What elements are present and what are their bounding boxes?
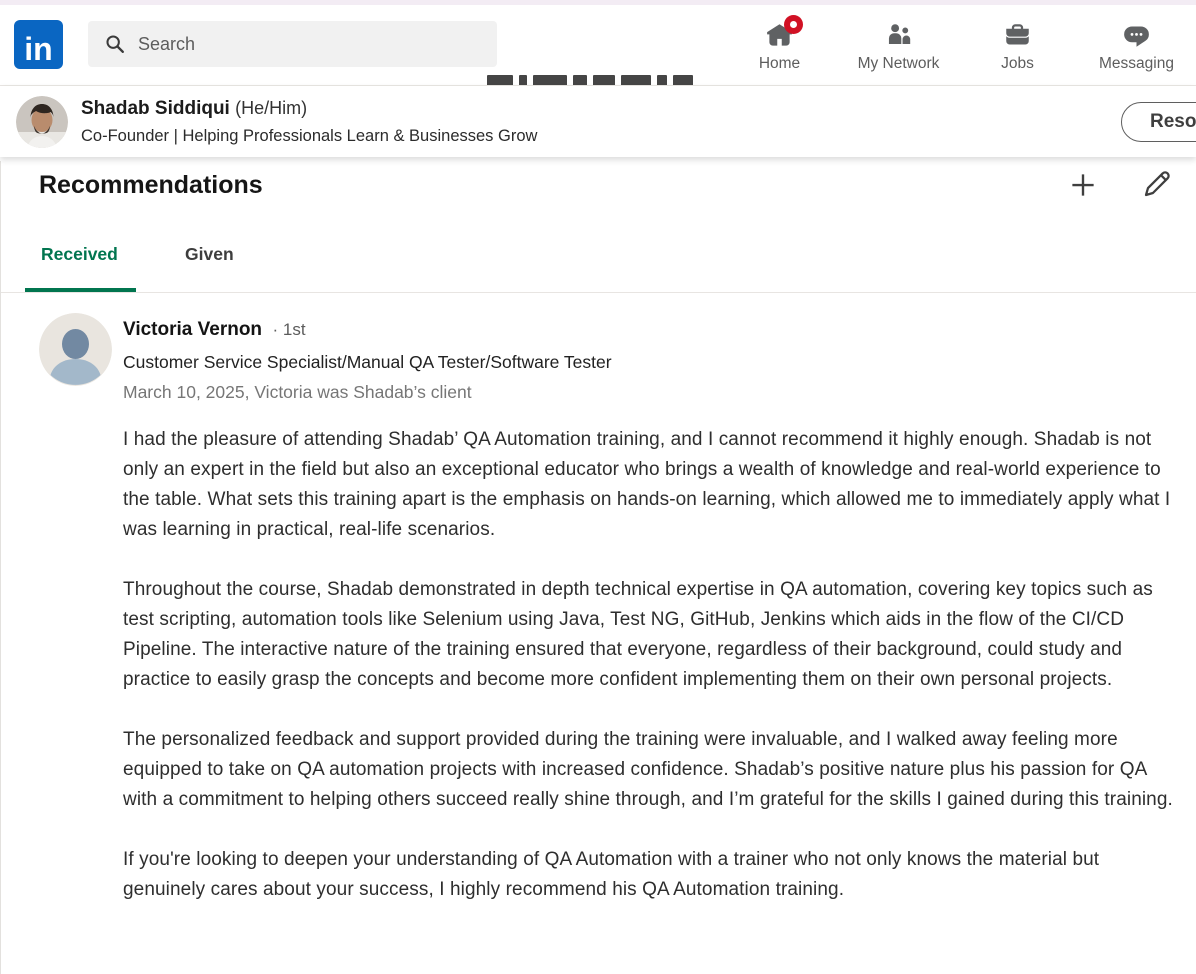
resources-button[interactable]: Reso <box>1121 102 1196 142</box>
nav-label-home: Home <box>758 55 801 72</box>
profile-name: Shadab Siddiqui <box>81 98 230 119</box>
speech-bubble-icon <box>1123 21 1151 49</box>
tab-received[interactable]: Received <box>41 244 118 264</box>
profile-name-row <box>81 98 307 120</box>
recommender-name-row <box>123 319 306 341</box>
edit-recommendations-button[interactable] <box>1139 169 1173 203</box>
profile-pronouns: (He/Him) <box>235 98 308 118</box>
recommendation-paragraph: If you're looking to deepen your understanding of QA Automation with a trainer who not only knows the material but genuinely cares about your success, I highly recommend his QA Automation training. <box>123 849 1100 900</box>
search-icon <box>104 33 126 55</box>
recommender-headline: Customer Service Specialist/Manual QA Tester/Software Tester <box>123 352 612 372</box>
recommender-name[interactable]: Victoria Vernon <box>123 319 263 340</box>
nav-label-messaging: Messaging <box>1099 55 1174 72</box>
tab-given[interactable]: Given <box>185 244 234 264</box>
add-recommendation-button[interactable] <box>1067 170 1099 202</box>
plus-icon <box>1068 170 1098 200</box>
recommendation-paragraph: I had the pleasure of attending Shadab’ QA Automation training, and I cannot recommend it highly enough. Shadab is not only an expert in the field but also an exceptional educator who brings a wealth of knowledge and real-world experience to the table. What sets this training apart is the emphasis on hands-on learning, which allowed me to immediately apply what I was learning in practical, real-life scenarios. <box>123 429 1171 540</box>
people-icon <box>885 21 913 49</box>
pencil-icon <box>1140 169 1172 201</box>
search-input[interactable] <box>88 21 497 67</box>
home-icon <box>766 21 794 49</box>
nav-label-jobs: Jobs <box>1001 55 1034 72</box>
briefcase-icon <box>1004 21 1032 49</box>
avatar[interactable] <box>16 96 68 148</box>
tabs-divider <box>1 292 1196 293</box>
page-title: Recommendations <box>39 171 263 199</box>
notification-badge <box>784 15 803 34</box>
linkedin-logo[interactable]: in <box>14 20 63 69</box>
connection-degree: · 1st <box>272 320 306 339</box>
recommendation-paragraph: Throughout the course, Shadab demonstrated in depth technical expertise in QA automation, covering key topics such as test scripting, automation tools like Selenium using Java, Test NG, GitHub, Jenkins which aids in the flow of the CI/CD Pipeline. The interactive nature of the training ensured that everyone, regardless of their background, could study and practice to easily grasp the concepts and become more confident implementing them on their own personal projects. <box>123 579 1153 690</box>
recommender-avatar[interactable] <box>39 313 112 386</box>
clipped-text-fragment <box>487 75 699 85</box>
global-navbar <box>0 5 1196 86</box>
recommendation-text <box>123 425 1177 935</box>
recommendation-relationship-meta: March 10, 2025, Victoria was Shadab’s client <box>123 382 472 402</box>
nav-item-home[interactable] <box>720 5 839 85</box>
recommendation-paragraph: The personalized feedback and support provided during the training were invaluable, and I walked away feeling more equipped to take on QA automation projects with increased confidence. Shadab’s positive nature plus his passion for QA with a commitment to helping others succeed really shine through, and I’m grateful for the skills I gained during this training. <box>123 729 1173 810</box>
nav-item-messaging[interactable] <box>1077 5 1196 85</box>
nav-label-my-network: My Network <box>857 55 940 72</box>
search-placeholder: Search <box>138 33 196 54</box>
nav-items <box>720 5 1196 85</box>
sticky-profile-header <box>0 86 1196 157</box>
nav-item-my-network[interactable] <box>839 5 958 85</box>
profile-headline: Co-Founder | Helping Professionals Learn & Businesses Grow <box>81 127 538 145</box>
nav-item-jobs[interactable] <box>958 5 1077 85</box>
ghost-person-icon <box>39 313 112 386</box>
profile-photo <box>16 96 68 148</box>
recommendations-card <box>0 161 1196 974</box>
